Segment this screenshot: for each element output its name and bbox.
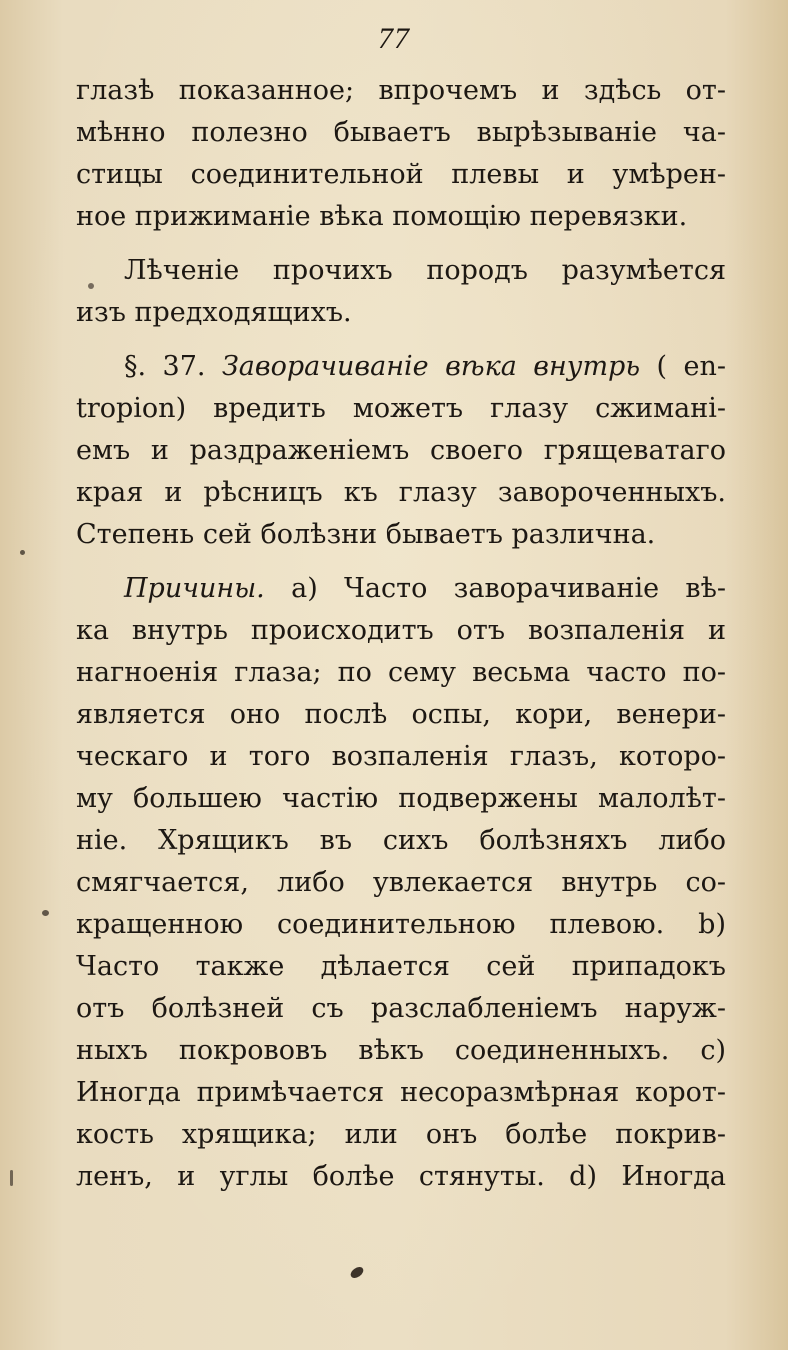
paragraph-3-entropion: [76, 346, 726, 556]
section-number: §. 37.: [124, 351, 222, 382]
text-line: tropion) вредить можетъ глазу сжиманi-: [76, 393, 726, 424]
paragraph-2: [76, 250, 726, 334]
text-line: ныхъ покрововъ вѣкъ соединенныхъ. c): [76, 1035, 726, 1066]
text-line: мѣнно полезно бываетъ вырѣзываніе ча-: [76, 117, 726, 148]
causes-line-rest: a) Часто заворачиваніе вѣ-: [264, 573, 726, 604]
paragraph-1: [76, 70, 726, 238]
text-line: ніе. Хрящикъ въ сихъ болѣзняхъ либо: [76, 825, 726, 856]
text-line: Иногда примѣчается несоразмѣрная корот-: [76, 1077, 726, 1108]
text-line: изъ предходящихъ.: [76, 297, 352, 328]
text-line: кращенною соединительною плевою. b): [76, 909, 726, 940]
text-line: емъ и раздраженіемъ своего грящеватаго: [76, 435, 726, 466]
text-line: глазѣ показанное; впрочемъ и здѣсь от-: [76, 75, 726, 106]
paragraph-4-causes: [76, 568, 726, 1198]
page-body-text: [76, 70, 726, 1198]
causes-term: Причины.: [124, 573, 265, 604]
text-line: ка внутрь происходитъ отъ возпаленія и: [76, 615, 726, 646]
text-line: ческаго и того возпаленія глазъ, которо-: [76, 741, 726, 772]
causes-heading-line: [76, 568, 726, 610]
page-number: 77: [378, 22, 410, 55]
section-heading-line: [76, 346, 726, 388]
text-line: кость хрящика; или онъ болѣе покрив-: [76, 1119, 726, 1150]
ink-speck: [349, 1265, 366, 1280]
text-line: ное прижиманіе вѣка помощію перевязки.: [76, 201, 688, 232]
text-line: стицы соединительной плевы и умѣрен-: [76, 159, 726, 190]
ink-speck: [10, 1170, 13, 1186]
section-term: Заворачиваніе вѣка внутрь: [221, 351, 641, 382]
text-line: Лѣченіе прочихъ породъ разумѣется: [124, 255, 726, 286]
text-line: является оно послѣ оспы, кори, венери-: [76, 699, 726, 730]
text-line: му большею частію подвержены малолѣт-: [76, 783, 726, 814]
text-line: края и рѣсницъ къ глазу завороченныхъ.: [76, 477, 726, 508]
ink-speck: [88, 283, 94, 289]
text-line: Степень сей болѣзни бываетъ различна.: [76, 519, 656, 550]
text-line: отъ болѣзней съ разслабленіемъ наруж-: [76, 993, 726, 1024]
text-line: смягчается, либо увлекается внутрь со-: [76, 867, 726, 898]
ink-speck: [20, 550, 25, 555]
text-line: Часто также дѣлается сей припадокъ: [76, 951, 726, 982]
section-line-rest: ( en-: [640, 351, 726, 382]
ink-speck: [42, 910, 49, 916]
text-line: нагноенія глаза; по сему весьма часто по-: [76, 657, 726, 688]
text-line: ленъ, и углы болѣе стянуты. d) Иногда: [76, 1161, 726, 1192]
